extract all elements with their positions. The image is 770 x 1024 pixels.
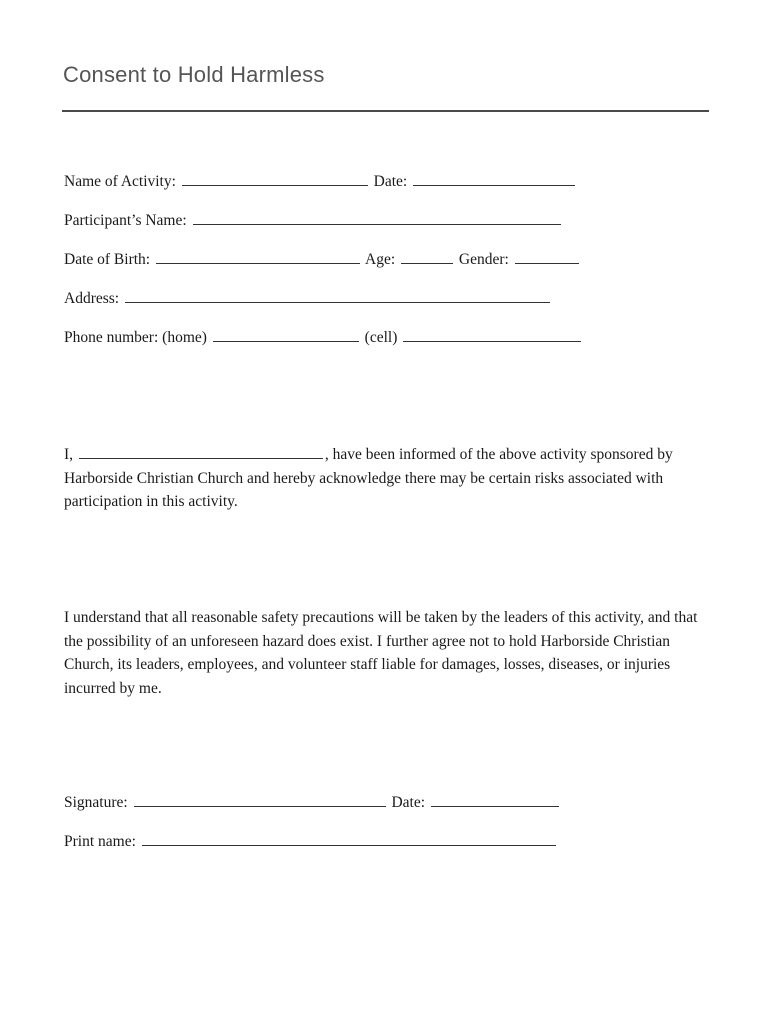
ack-rest: , have been informed of the above activity sponsored by Harborside Christian Church and hereby acknowledge there may be certain risks associated with participation in this activity. <box>64 446 673 510</box>
dob-label: Date of Birth: <box>64 251 151 268</box>
print-name-row <box>64 833 558 851</box>
address-label: Address: <box>64 290 120 307</box>
dob-field[interactable] <box>156 251 360 264</box>
phone-home-field[interactable] <box>213 329 359 342</box>
gender-label: Gender: <box>458 251 509 268</box>
phone-home-label: Phone number: (home) <box>64 329 207 346</box>
print-name-label: Print name: <box>64 833 136 850</box>
title-divider <box>62 110 709 112</box>
address-field[interactable] <box>125 290 550 303</box>
activity-row <box>64 173 577 191</box>
age-label: Age: <box>365 251 396 268</box>
activity-field[interactable] <box>182 173 368 186</box>
participant-row <box>64 212 563 230</box>
date-field[interactable] <box>413 173 575 186</box>
liability-paragraph: I understand that all reasonable safety precautions will be taken by the leaders of this activity, and that the possibility of an unforeseen hazard does exist. I further agree not to hold Harborside Christian Church, its leaders, employees, and volunteer staff liable for damages, losses, diseases, or injuries incurred by me. <box>64 609 698 697</box>
signature-field[interactable] <box>134 794 386 807</box>
gender-field[interactable] <box>515 251 579 264</box>
age-field[interactable] <box>401 251 453 264</box>
signature-row <box>64 794 561 812</box>
print-name-field[interactable] <box>142 833 556 846</box>
acknowledger-name-field[interactable] <box>79 446 323 459</box>
signature-label: Signature: <box>64 794 128 811</box>
sig-date-label: Date: <box>391 794 426 811</box>
activity-label: Name of Activity: <box>64 173 176 190</box>
phone-cell-field[interactable] <box>403 329 581 342</box>
date-label: Date: <box>373 173 408 190</box>
participant-name-field[interactable] <box>193 212 561 225</box>
phone-row <box>64 329 583 347</box>
participant-label: Participant’s Name: <box>64 212 187 229</box>
acknowledgement-paragraph <box>64 443 714 514</box>
dob-row <box>64 251 581 269</box>
phone-cell-label: (cell) <box>364 329 398 346</box>
form-title: Consent to Hold Harmless <box>63 62 325 87</box>
ack-start: I, <box>64 446 74 463</box>
sig-date-field[interactable] <box>431 794 559 807</box>
address-row <box>64 290 552 308</box>
